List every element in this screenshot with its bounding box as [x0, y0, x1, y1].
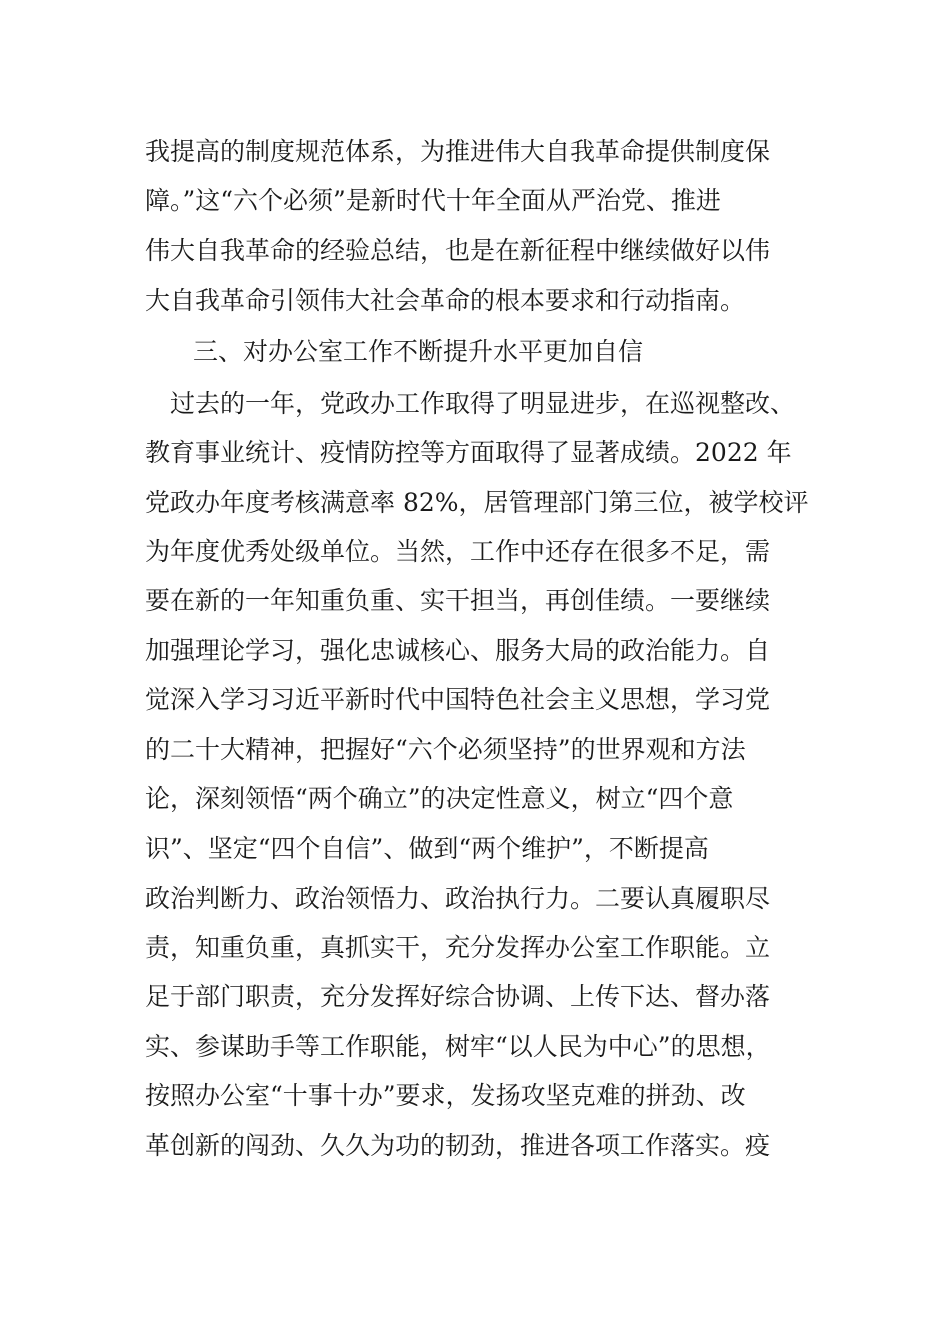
- text-line: 的二十大精神，把握好“六个必须坚持”的世界观和方法: [145, 735, 746, 764]
- section-heading: 三、对办公室工作不断提升水平更加自信: [193, 337, 644, 366]
- text-line: 足于部门职责，充分发挥好综合协调、上传下达、督办落: [145, 982, 771, 1011]
- text-line: 论，深刻领悟“两个确立”的决定性意义，树立“四个意: [145, 784, 734, 813]
- text-line: 识”、坚定“四个自信”、做到“两个维护”，不断提高: [145, 834, 709, 863]
- text-line: 革创新的闯劲、久久为功的韧劲，推进各项工作落实。疫: [145, 1131, 771, 1160]
- text-line: 觉深入学习习近平新时代中国特色社会主义思想，学习党: [145, 685, 771, 714]
- text-line: 我提高的制度规范体系，为推进伟大自我革命提供制度保: [145, 137, 771, 166]
- text-line: 实、参谋助手等工作职能，树牢“以人民为中心”的思想，: [145, 1032, 771, 1061]
- text-line: 教育事业统计、疫情防控等方面取得了显著成绩。2022 年: [145, 438, 792, 467]
- text-line: 加强理论学习，强化忠诚核心、服务大局的政治能力。自: [145, 636, 771, 665]
- text-line: 要在新的一年知重负重、实干担当，再创佳绩。一要继续: [145, 586, 771, 615]
- text-line: 党政办年度考核满意率 82%，居管理部门第三位，被学校评: [145, 488, 809, 517]
- text-line: 按照办公室“十事十办”要求，发扬攻坚克难的拼劲、改: [145, 1081, 746, 1110]
- text-line: 伟大自我革命的经验总结，也是在新征程中继续做好以伟: [145, 236, 771, 265]
- text-line: 大自我革命引领伟大社会革命的根本要求和行动指南。: [145, 286, 746, 315]
- text-line: 政治判断力、政治领悟力、政治执行力。二要认真履职尽: [145, 884, 771, 913]
- text-line: 责，知重负重，真抓实干，充分发挥办公室工作职能。立: [145, 933, 771, 962]
- text-line: 为年度优秀处级单位。当然，工作中还存在很多不足，需: [145, 537, 771, 566]
- text-line: 障。”这“六个必须”是新时代十年全面从严治党、推进: [145, 186, 721, 215]
- text-line: 过去的一年，党政办工作取得了明显进步，在巡视整改、: [145, 389, 796, 418]
